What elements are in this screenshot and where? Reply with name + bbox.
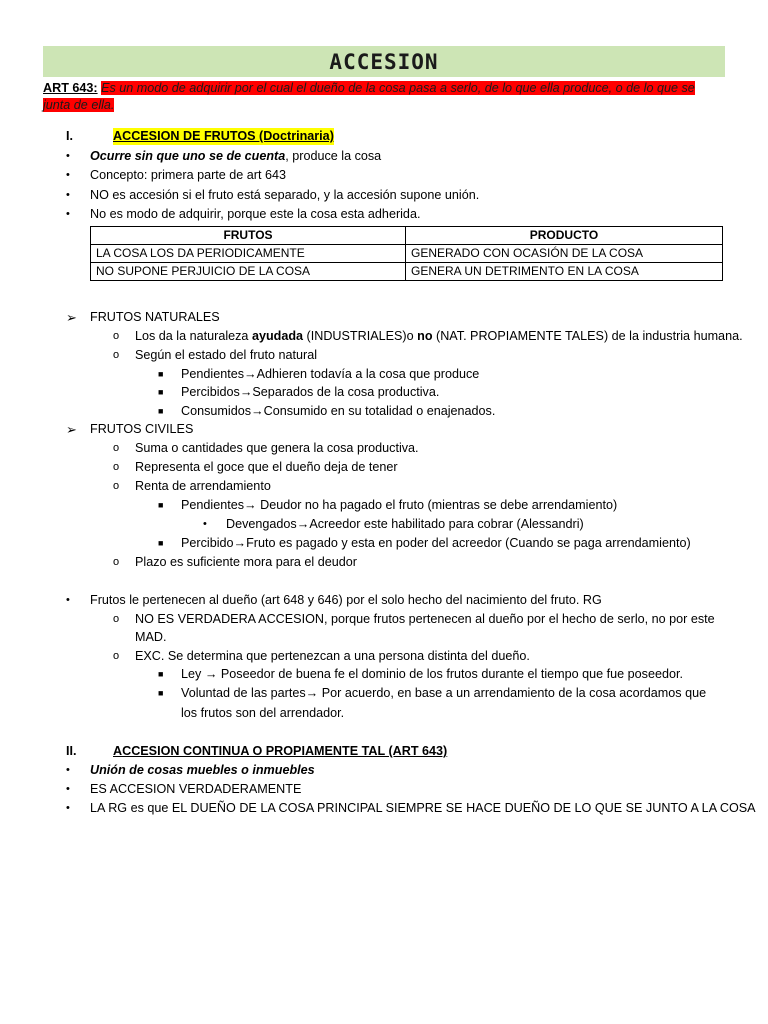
plain-text: Percibido xyxy=(181,536,234,550)
plain-text: , produce la cosa xyxy=(285,149,382,163)
plain-text: Consumido en su totalidad o enajenados. xyxy=(263,404,496,418)
plain-text: Consumidos xyxy=(181,404,251,418)
art-643-paragraph xyxy=(43,80,725,114)
bullet-circle: o xyxy=(113,461,120,473)
civiles-percibido xyxy=(181,535,691,552)
arrow-icon: → xyxy=(305,686,319,700)
plain-text: Voluntad de las partes xyxy=(181,686,306,700)
bullet-square: ■ xyxy=(158,369,164,379)
table-row xyxy=(91,263,723,281)
table-header: PRODUCTO xyxy=(406,227,723,245)
plain-text: Acreedor este habilitado para cobrar (Alessandri) xyxy=(309,517,584,531)
arrow-bullet-icon: ➢ xyxy=(66,422,77,437)
plain-text: Fruto es pagado y esta en poder del acreedor (Cuando se paga arrendamiento) xyxy=(246,536,691,550)
table-header-row xyxy=(91,227,723,245)
pertenecen-sub1a: NO ES VERDADERA ACCESION, porque frutos pertenecen al dueño por el hecho de serlo, no por este xyxy=(135,612,715,626)
pertenecen-ley xyxy=(181,666,683,683)
civiles-devengados xyxy=(226,516,584,533)
plain-text: Los da la naturaleza xyxy=(135,329,252,343)
bold-text: ayudada xyxy=(251,329,304,343)
civiles-plazo: Plazo es suficiente mora para el deudor xyxy=(135,555,357,569)
section2-number: II. xyxy=(66,744,77,758)
bullet-square: ■ xyxy=(158,669,164,679)
art-definition: Es un modo de adquirir por el cual el dueño de la cosa pasa a serlo, de lo que ella produce, o de lo que se junta de ella. xyxy=(43,81,695,112)
section1-bullet-4: No es modo de adquirir, porque este la cosa esta adherida. xyxy=(90,207,421,221)
plain-text: Adhieren todavía a la cosa que produce xyxy=(256,367,480,381)
bullet-dot: • xyxy=(203,518,207,530)
plain-text: Poseedor de buena fe el dominio de los frutos durante el tiempo que fue poseedor. xyxy=(217,667,683,681)
civiles-pendientes xyxy=(181,497,617,514)
bold-text: Ocurre sin que uno se de cuenta xyxy=(90,149,286,163)
plain-text: Pendientes xyxy=(181,498,245,512)
section1-bullet-3: NO es accesión si el fruto está separado, y la accesión supone unión. xyxy=(90,188,480,202)
civiles-l1-3: Renta de arrendamiento xyxy=(135,479,271,493)
table-cell: NO SUPONE PERJUICIO DE LA COSA xyxy=(91,263,406,281)
plain-text: Pendientes xyxy=(181,367,245,381)
section1-bullet-2: Concepto: primera parte de art 643 xyxy=(90,168,287,182)
frutos-producto-table xyxy=(90,226,723,281)
plain-text: Por acuerdo, en base a un arrendamiento de la cosa acordamos que xyxy=(318,686,707,700)
bullet-dot: • xyxy=(66,169,70,181)
civiles-l1-2: Representa el goce que el dueño deja de tener xyxy=(135,460,398,474)
table-header: FRUTOS xyxy=(91,227,406,245)
bullet-dot: • xyxy=(66,208,70,220)
section2-bullet-3: LA RG es que EL DUEÑO DE LA COSA PRINCIPAL SIEMPRE SE HACE DUEÑO DE LO QUE SE JUNTO A LA COSA xyxy=(90,801,756,815)
bullet-square: ■ xyxy=(158,538,164,548)
bold-text: no xyxy=(417,329,433,343)
naturales-percibidos xyxy=(181,384,439,401)
arrow-icon: → xyxy=(296,517,310,531)
table-cell: GENERA UN DETRIMENTO EN LA COSA xyxy=(406,263,723,281)
pertenecen-sub2: EXC. Se determina que pertenezcan a una persona distinta del dueño. xyxy=(135,649,530,663)
arrow-icon: → xyxy=(233,536,247,550)
pertenecen-main: Frutos le pertenecen al dueño (art 648 y 646) por el solo hecho del nacimiento del fruto. RG xyxy=(90,593,602,607)
art-label: ART 643: xyxy=(43,81,98,95)
naturales-pendientes xyxy=(181,366,479,383)
plain-text: (NAT. PROPIAMENTE TALES) de la industria humana. xyxy=(432,329,743,343)
arrow-icon: → xyxy=(239,385,253,399)
title-band xyxy=(43,46,725,77)
naturales-consumidos xyxy=(181,403,495,420)
bullet-dot: • xyxy=(66,802,70,814)
naturales-l1b: Según el estado del fruto natural xyxy=(135,348,318,362)
bullet-square: ■ xyxy=(158,406,164,416)
plain-text: Separados de la cosa productiva. xyxy=(252,385,440,399)
arrow-bullet-icon: ➢ xyxy=(66,310,77,325)
page-title: ACCESION xyxy=(329,49,439,74)
bullet-circle: o xyxy=(113,480,120,492)
arrow-icon: → xyxy=(244,367,257,381)
section2-bullet-2: ES ACCESION VERDADERAMENTE xyxy=(90,782,302,796)
section1-bullet-1 xyxy=(90,148,381,165)
civiles-title: FRUTOS CIVILES xyxy=(90,422,194,436)
arrow-icon: → xyxy=(244,498,257,512)
table-row xyxy=(91,245,723,263)
bullet-dot: • xyxy=(66,150,70,162)
bullet-square: ■ xyxy=(158,688,164,698)
bullet-dot: • xyxy=(66,764,70,776)
bullet-circle: o xyxy=(113,442,120,454)
bullet-square: ■ xyxy=(158,500,164,510)
naturales-l1a xyxy=(135,328,743,345)
plain-text: Percibidos xyxy=(181,385,240,399)
plain-text: (INDUSTRIALES)o xyxy=(303,329,418,343)
pertenecen-sub1b: MAD. xyxy=(135,630,167,644)
arrow-icon: → xyxy=(251,404,264,418)
bullet-circle: o xyxy=(113,556,120,568)
pertenecen-voluntad xyxy=(181,685,706,702)
pertenecen-voluntad-2: los frutos son del arrendador. xyxy=(181,706,345,720)
table-cell: GENERADO CON OCASIÓN DE LA COSA xyxy=(406,245,723,263)
naturales-title: FRUTOS NATURALES xyxy=(90,310,220,324)
bullet-dot: • xyxy=(66,594,70,606)
section1-number: I. xyxy=(66,129,73,143)
bullet-square: ■ xyxy=(158,387,164,397)
plain-text: Ley xyxy=(181,667,205,681)
bullet-dot: • xyxy=(66,189,70,201)
arrow-icon: → xyxy=(204,667,218,681)
table-cell: LA COSA LOS DA PERIODICAMENTE xyxy=(91,245,406,263)
bullet-circle: o xyxy=(113,330,120,342)
section1-title: ACCESION DE FRUTOS (Doctrinaria) xyxy=(113,129,334,143)
bullet-circle: o xyxy=(113,613,120,625)
plain-text: Devengados xyxy=(226,517,297,531)
bullet-circle: o xyxy=(113,650,120,662)
bullet-dot: • xyxy=(66,783,70,795)
plain-text: Deudor no ha pagado el fruto (mientras se debe arrendamiento) xyxy=(256,498,618,512)
section2-bullet-1: Unión de cosas muebles o inmuebles xyxy=(90,763,315,777)
civiles-l1-1: Suma o cantidades que genera la cosa productiva. xyxy=(135,441,419,455)
bullet-circle: o xyxy=(113,349,120,361)
section2-title: ACCESION CONTINUA O PROPIAMENTE TAL (ART 643) xyxy=(113,744,448,758)
